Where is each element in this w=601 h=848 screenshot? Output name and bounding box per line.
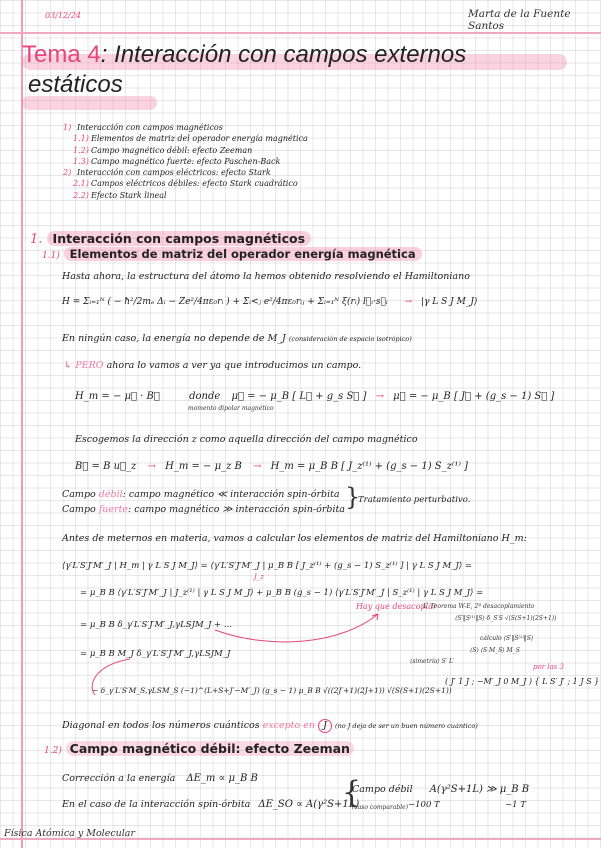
toc-text: Efecto Stark lineal	[91, 190, 167, 200]
toc-item	[63, 122, 308, 133]
toc-num: 1.1)	[73, 134, 89, 144]
arrow-curve	[210, 610, 385, 650]
comparable-note: (caso comparable)	[352, 804, 409, 811]
decouple-note: Hay que desacoplar	[356, 602, 437, 611]
arrow: →	[404, 297, 413, 307]
dipole-note: momento dipolar magnético	[188, 405, 274, 412]
text: Diagonal en todos los números cuánticos	[62, 720, 260, 731]
subsection-num: 1.1)	[42, 251, 60, 261]
toc-text: Campo magnético débil: efecto Zeeman	[91, 145, 253, 155]
toc-num: 1)	[63, 123, 72, 132]
para-no-mj	[62, 333, 412, 344]
circled-j: J	[318, 719, 332, 733]
eq-matrix-5: − δ_γ′L′S′M_S,γLSM_S (−1)^(L+S+J′−M′_J) (g_s − 1) μ_B B √((2J′+1)(2J+1)) √(S(S+1)(2S+1))	[92, 686, 452, 695]
eq: A(γ²S+1L) ≫ μ_B B	[429, 784, 530, 795]
brace-2: {	[342, 775, 362, 810]
page-author: Marta de la Fuente Santos	[468, 8, 571, 32]
para-z-direction: Escogemos la dirección z como aquella dirección del campo magnético	[75, 434, 418, 445]
text: Campo débil	[352, 784, 413, 795]
text: : campo magnético ≪ interacción spin-órbita	[122, 489, 340, 500]
text: Campo	[62, 489, 96, 500]
pero-word: PERO	[75, 360, 104, 371]
para-text: En ningún caso, la energía no depende de M_J	[62, 333, 286, 344]
toc-text: Interacción con campos eléctricos: efecto Stark	[77, 168, 271, 178]
subsection-title: Campo magnético débil: efecto Zeeman	[66, 741, 354, 756]
toc-num: 2.2)	[73, 190, 89, 200]
para-matrix-elements: Antes de meternos en materia, vamos a calcular los elementos de matriz del Hamiltoniano H_m:	[62, 533, 527, 544]
footer-course: Física Atómica y Molecular	[4, 828, 136, 839]
eq-matrix-2: = μ_B B ⟨γ′L′S′J′M′_J | J_z⁽¹⁾ | γ L S J M_J⟩ + μ_B B (g_s − 1) ⟨γ′L′S′J′M′_J | S_z⁽¹⁾ | γ L S J M_J⟩ =	[80, 588, 484, 598]
arrow: →	[375, 391, 384, 402]
eq-matrix-3: = μ_B B δ_γ′L′S′J′M′_J,γLSJM_J + ...	[80, 620, 232, 630]
subsection-num: 1.2)	[44, 746, 62, 756]
eq-hamiltonian	[62, 297, 477, 307]
note: (no J deja de ser un buen número cuántico)	[335, 722, 478, 730]
decouple-note-2: L′ Teorema W-E, 2º desacoplamiento	[423, 603, 535, 610]
side-calc-3: ⟨S⟩ ⟨S M_S⟩ M_S	[470, 647, 520, 654]
toc-item	[63, 178, 308, 189]
spin-orbit-line	[62, 799, 359, 810]
text: Corrección a la energía	[62, 773, 176, 784]
toc-item	[63, 133, 308, 144]
eq-3j-6j: ( J′ 1 J ; −M′_J 0 M_J ) { L S′ J′ ; 1 J S }	[445, 677, 600, 686]
title-rest: : Interacción con campos externos	[100, 41, 467, 68]
title-prefix: Tema 4	[22, 41, 101, 68]
section-title: Interacción con campos magnéticos	[47, 231, 311, 246]
strong-word: fuerte	[98, 504, 129, 515]
arrow: →	[253, 461, 262, 472]
section-1-heading	[30, 231, 311, 247]
side-calc-2: cálculo ⟨S′‖S⁽¹⁾‖S⟩	[480, 635, 534, 642]
arrow: →	[147, 461, 156, 472]
side-calc-1: ⟨S′‖S⁽¹⁾‖S⟩ δ_S′S √(S(S+1)(2S+1))	[455, 615, 557, 622]
toc-item	[63, 156, 308, 167]
eq-part: μ⃗ = − μ_B [ J⃗ + (g_s − 1) S⃗ ]	[393, 391, 555, 402]
toc-item	[63, 145, 308, 156]
eq-donde: donde	[189, 391, 221, 402]
toc-text: Elementos de matriz del operador energía magnética	[91, 134, 308, 144]
weak-word: débil	[98, 489, 123, 500]
eq: ΔE_SO ∝ A(γ²S+1L)	[258, 799, 360, 810]
eq-magnetic-hamiltonian	[75, 391, 554, 402]
text: Campo	[62, 504, 96, 515]
toc-text: Campos eléctricos débiles: efecto Stark cuadrático	[91, 179, 298, 189]
eq: ΔE_m ∝ μ_B B	[186, 773, 258, 784]
eq-part: B⃗ = B u⃗_z	[75, 461, 137, 472]
eq-part: H_m = − μ_z B	[165, 461, 242, 472]
eq-part: H_m = − μ⃗ · B⃗	[75, 391, 160, 402]
page-date: 03/12/24	[45, 11, 81, 20]
state-ket: |γ L S J M_J⟩	[421, 297, 478, 307]
para-note: (consideración de espacio isotrópico)	[288, 335, 412, 343]
brace: }	[345, 483, 361, 511]
eq-part: μ⃗ = − μ_B [ L⃗ + g_s S⃗ ]	[231, 391, 367, 402]
para-pero	[64, 360, 361, 371]
eq-matrix-4: = μ_B B M_J δ_γ′L′S′J′M′_J,γLSJM_J	[80, 649, 231, 659]
value-100t: ~100 T	[408, 800, 440, 810]
page-title	[22, 40, 582, 100]
text: En el caso de la interacción spin-órbita	[62, 799, 251, 810]
toc-num: 2.1)	[73, 179, 89, 189]
toc-text: Campo magnético fuerte: efecto Paschen-Back	[91, 156, 281, 166]
eq-part: H_m = μ_B B [ J_z⁽¹⁾ + (g_s − 1) S_z⁽¹⁾ ]	[270, 461, 468, 472]
subsection-title: Elementos de matriz del operador energía magnética	[64, 247, 422, 261]
toc-num: 2)	[63, 168, 72, 178]
header-rule	[0, 32, 601, 34]
eq-hamiltonian-text: H = Σᵢ₌₁ᴺ ( − ħ²/2mₑ Δᵢ − Ze²/4πε₀rᵢ ) + Σᵢ<ⱼ e²/4πε₀rᵢⱼ + Σᵢ₌₁ᴺ ξ(rᵢ) l⃗ᵢ·s⃗ᵢ	[62, 297, 388, 307]
side-symmetry: ⟨simetría⟩ S′ L′	[410, 658, 455, 665]
para-hamiltonian-intro: Hasta ahora, la estructura del átomo la hemos obtenido resolviendo el Hamiltoniano	[62, 271, 470, 282]
toc-num: 1.3)	[73, 156, 89, 166]
toc-text: Interacción con campos magnéticos	[77, 123, 223, 132]
para-diagonal	[62, 719, 478, 733]
arrow-pero: ↳	[64, 360, 76, 371]
jz-label: J_z	[254, 573, 264, 581]
toc-num: 1.2)	[73, 145, 89, 155]
text: : campo magnético ≫ interacción spin-órbita	[128, 504, 345, 515]
toc-item	[63, 190, 308, 201]
perturbative-note: Tratamiento perturbativo.	[358, 495, 471, 505]
title-line2: estáticos	[28, 71, 123, 98]
eq-matrix-1: ⟨γ′L′S′J′M′_J | H_m | γ L S J M_J⟩ = ⟨γ′L′S′J′M′_J | μ_B B [ J_z⁽¹⁾ + (g_s − 1) S_z⁽¹⁾ ] | γ L S J M_J⟩ =	[62, 561, 472, 571]
highlight-text: excepto en	[262, 720, 315, 731]
energy-correction-line	[62, 773, 258, 784]
section-num: 1.	[30, 232, 43, 247]
eq-field-z	[75, 461, 468, 472]
subsection-1-2-heading	[44, 741, 354, 756]
side-por-las-3: por las 3	[533, 663, 564, 671]
margin-line	[21, 0, 23, 848]
toc-list	[63, 122, 308, 201]
subsection-1-1-heading	[42, 247, 422, 261]
para-text: ahora lo vamos a ver ya que introducimos un campo.	[106, 360, 362, 371]
toc-item	[63, 167, 308, 178]
strong-field-line	[62, 504, 345, 515]
weak-field-line	[62, 489, 340, 500]
weak-field-condition	[352, 784, 529, 795]
value-1t: ~1 T	[505, 800, 526, 810]
